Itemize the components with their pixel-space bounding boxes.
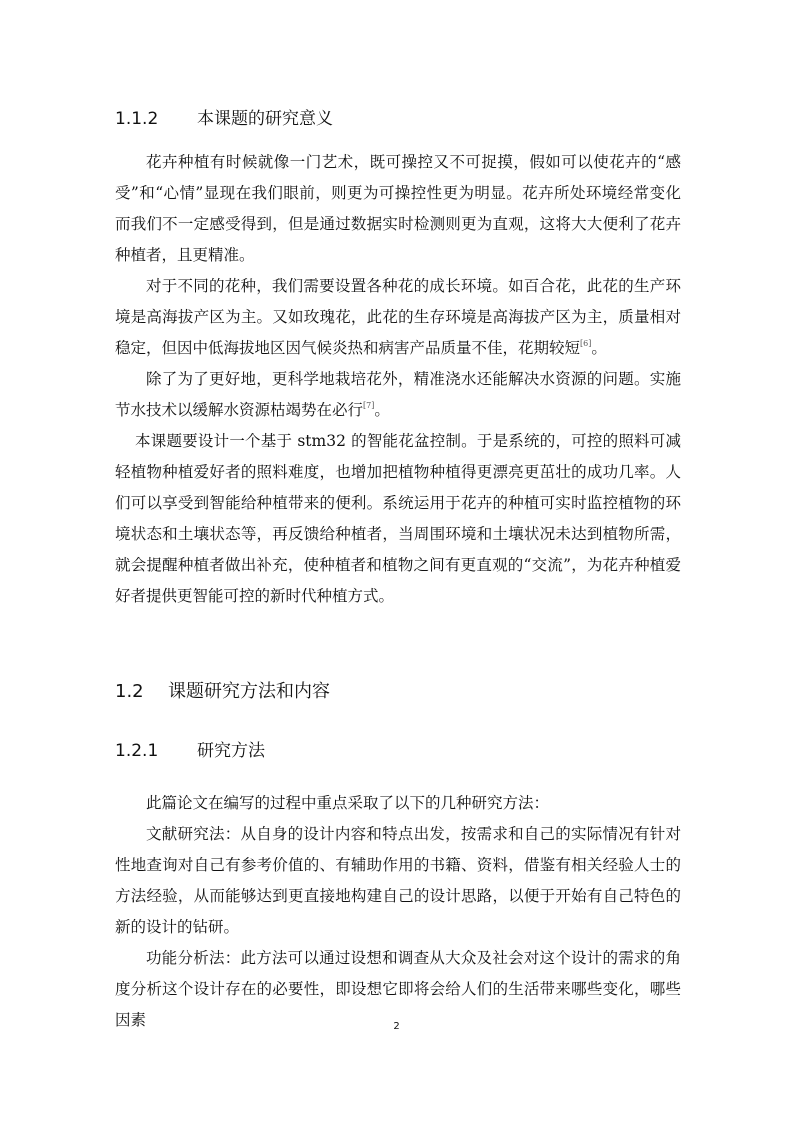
paragraph-end: 。 [591,339,607,357]
section-title: 本课题的研究意义 [197,109,333,129]
paragraph-flower-art: 花卉种植有时候就像一门艺术，既可操控又不可捉摸，假如可以使花卉的“感受”和“心情”显现在我们眼前，则更为可操控性更为明显。花卉所处环境经常变化而我们不一定感受得到，但是通过数据实时检测则更为直观，这将大大便利了花卉种植者，且更精准。 [115,153,681,264]
section-heading-1-2 [115,677,330,703]
citation-6: [6] [580,339,592,348]
citation-7: [7] [363,401,375,410]
paragraph-end: 。 [374,401,390,419]
section-title: 课题研究方法和内容 [168,681,330,702]
paragraph-project-design: 本课题要设计一个基于 stm32 的智能花盆控制。于是系统的，可控的照料可减轻植物种植爱好者的照料难度，也增加把植物种植得更漂亮更茁壮的成功几率。人们可以享受到智能给种植带来的便利。系统运用于花卉的种植可实时监控植物的环境状态和土壤状态等，再反馈给种植者，当周围环境和土壤状况未达到植物所需，就会提醒种植者做出补充，使种植者和植物之间有更直观的“交流”，为花卉种植爱好者提供更智能可控的新时代种植方式。 [115,432,681,605]
paragraph-text: 对于不同的花种，我们需要设置各种花的成长环境。如百合花，此花的生产环境是高海拔产区为主。又如玫瑰花，此花的生存环境是高海拔产区为主，质量相对稳定，但因中低海拔地区因气候炎热和病害产品质量不佳，花期较短 [115,277,681,357]
section-number: 1.2 [115,681,144,702]
paragraph-function-analysis: 功能分析法：此方法可以通过设想和调查从大众及社会对这个设计的需求的角度分析这个设计存在的必要性，即设想它即将会给人们的生活带来哪些变化，哪些因素 [115,949,681,1029]
page-number: 2 [393,1021,400,1032]
paragraph-flower-environments [115,271,681,364]
section-heading-1-1-2 [115,104,333,129]
paragraph-text: 除了为了更好地，更科学地栽培花外，精准浇水还能解决水资源的问题。实施节水技术以缓解水资源枯竭势在必行 [115,370,681,419]
section-heading-1-2-1 [115,736,265,761]
paragraph-methods-intro: 此篇论文在编写的过程中重点采取了以下的几种研究方法： [146,794,550,812]
paragraph-water-saving [115,364,681,426]
section-number: 1.1.2 [115,109,159,129]
paragraph-literature-method: 文献研究法：从自身的设计内容和特点出发，按需求和自己的实际情况有针对性地查询对自己有参考价值的、有辅助作用的书籍、资料，借鉴有相关经验人士的方法经验，从而能够达到更直接地构建自己的设计思路，以便于开始有自己特色的新的设计的钻研。 [115,825,681,936]
section-number: 1.2.1 [115,741,159,761]
section-title: 研究方法 [197,741,265,761]
